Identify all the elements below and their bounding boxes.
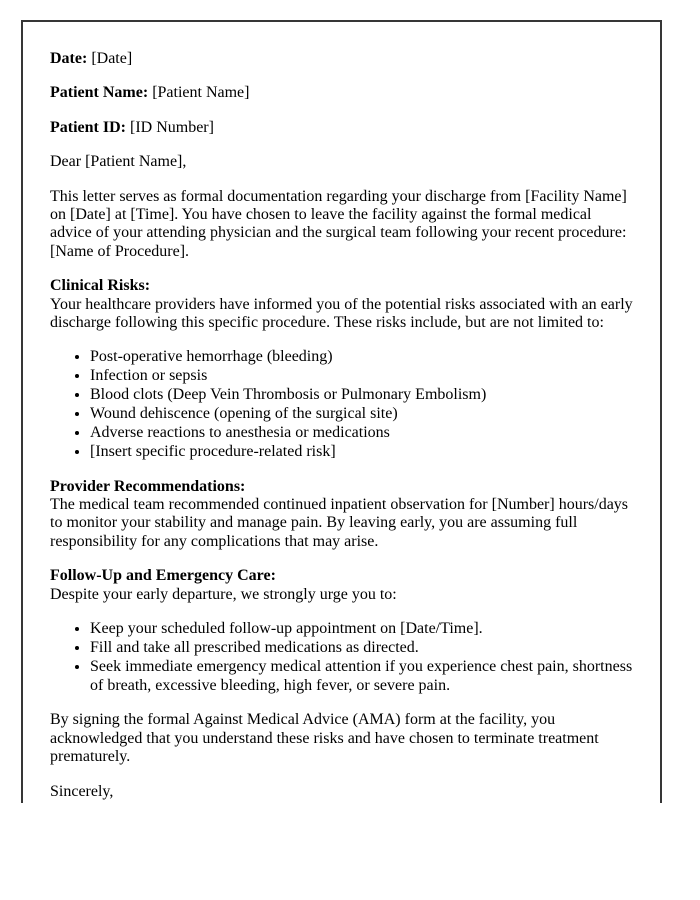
patient-name-label: Patient Name: (50, 84, 149, 102)
date-label: Date: (50, 50, 88, 67)
provider-recommendations-section (50, 478, 633, 552)
follow-up-body: Despite your early departure, we strongly urge you to: (50, 585, 397, 603)
patient-id-value: [ID Number] (129, 118, 214, 136)
list-item: • Keep your scheduled follow-up appointment on [Date/Time]. (90, 620, 633, 639)
salutation: Dear [Patient Name], (50, 153, 187, 171)
patient-name-line (50, 84, 633, 102)
closing: Sincerely, (50, 782, 114, 800)
date-value: [Date] (91, 50, 133, 67)
patient-id-label: Patient ID: (50, 118, 126, 136)
list-item: • Seek immediate emergency medical attention if you experience chest pain, shortness of breath, excessive bleeding, high fever, or severe pain. (90, 658, 633, 696)
list-item: • Adverse reactions to anesthesia or medications (90, 424, 633, 443)
intro-paragraph: This letter serves as formal documentation regarding your discharge from [Facility Name] on [Date] at [Time]. You have chosen to leave the facility against the formal medical advice of your attending physician and the surgical team following your recent procedure: [Name of Procedure]. (50, 187, 627, 260)
patient-id-line (50, 119, 633, 137)
list-item: • Wound dehiscence (opening of the surgical site) (90, 405, 633, 424)
list-item: • Infection or sepsis (90, 367, 633, 386)
clinical-risks-list (50, 348, 633, 461)
list-item: • Post-operative hemorrhage (bleeding) (90, 348, 633, 367)
date-line (50, 50, 633, 68)
follow-up-section (50, 567, 633, 604)
follow-up-heading: Follow-Up and Emergency Care: (50, 567, 276, 585)
patient-name-value: [Patient Name] (152, 84, 250, 102)
ama-statement: By signing the formal Against Medical Advice (AMA) form at the facility, you acknowledged that you understand these risks and have chosen to terminate treatment prematurely. (50, 711, 599, 766)
clinical-risks-heading: Clinical Risks: (50, 277, 151, 295)
list-item: • Fill and take all prescribed medications as directed. (90, 639, 633, 658)
clinical-risks-body: Your healthcare providers have informed you of the potential risks associated with an early discharge following this specific procedure. These risks include, but are not limited to: (50, 295, 633, 331)
provider-recommendations-body: The medical team recommended continued inpatient observation for [Number] hours/days to monitor your stability and manage pain. By leaving early, you are assuming full responsibility for any complications that may arise. (50, 495, 629, 550)
list-item: • Blood clots (Deep Vein Thrombosis or Pulmonary Embolism) (90, 386, 633, 405)
clinical-risks-section (50, 277, 633, 332)
letter-container (21, 20, 662, 803)
list-item: • [Insert specific procedure-related risk] (90, 443, 633, 462)
follow-up-list (50, 620, 633, 696)
provider-recommendations-heading: Provider Recommendations: (50, 477, 246, 495)
